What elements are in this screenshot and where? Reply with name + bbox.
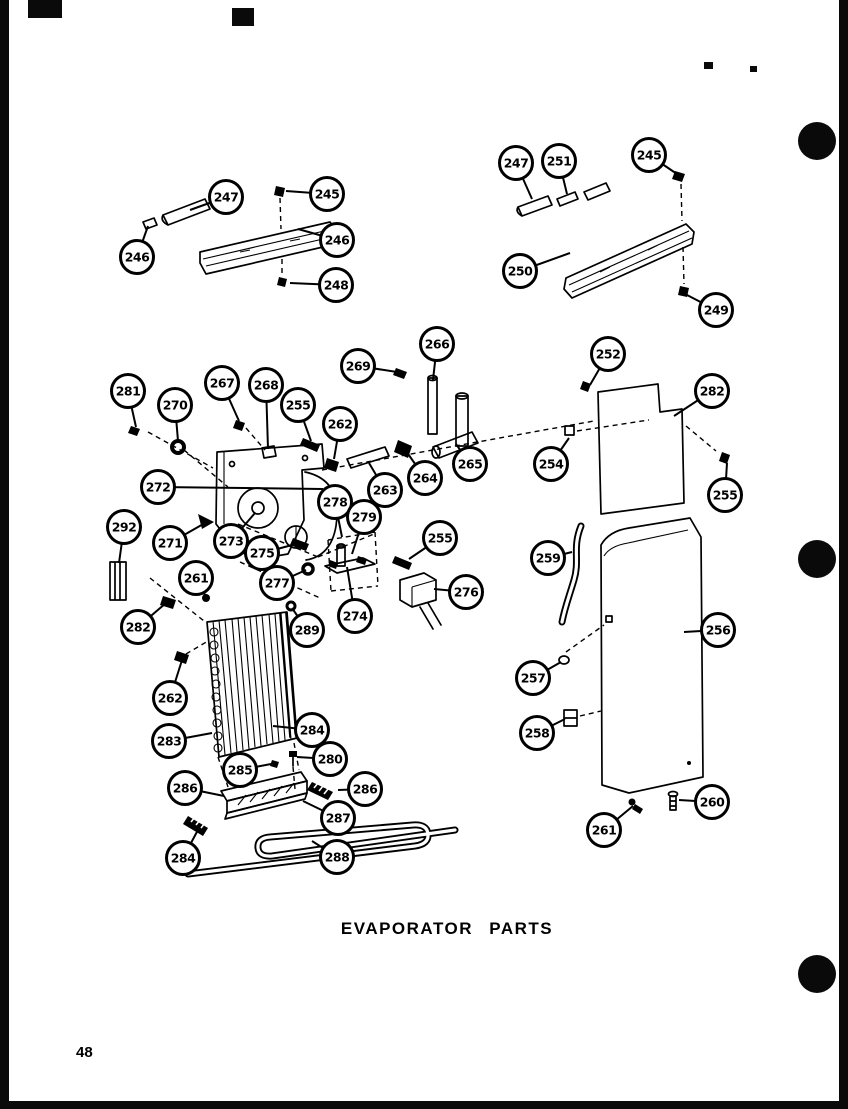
callout-number: 263 — [372, 482, 398, 498]
bracket-hole — [303, 456, 308, 461]
callout-number: 287 — [325, 810, 351, 826]
spring-part — [307, 782, 333, 800]
callout-number: 256 — [705, 622, 731, 638]
callout-256-50 — [684, 614, 735, 647]
callout-number: 269 — [345, 358, 371, 374]
callout-number: 265 — [457, 456, 483, 472]
drain-trough-lip — [225, 793, 307, 819]
callout-number: 245 — [636, 147, 662, 163]
tube-part — [456, 396, 468, 446]
page-title: EVAPORATOR PARTS — [340, 919, 554, 938]
dashed-line — [293, 767, 295, 789]
callout-277-26 — [261, 567, 307, 600]
callout-248-4 — [290, 269, 353, 302]
callout-number: 251 — [546, 153, 572, 169]
callout-number: 267 — [209, 375, 235, 391]
callout-number: 285 — [227, 762, 253, 778]
dashed-line — [566, 625, 604, 652]
callout-269-15 — [342, 350, 398, 383]
bushing-part — [143, 218, 157, 229]
callout-263-18 — [369, 463, 402, 507]
callout-252-45 — [590, 338, 625, 386]
dashed-line — [246, 428, 265, 450]
callout-number: 257 — [520, 670, 546, 686]
callout-246-0 — [121, 226, 154, 274]
callout-258-52 — [521, 717, 566, 750]
callout-250-8 — [504, 253, 571, 288]
callout-number: 278 — [322, 494, 348, 510]
callout-271-23 — [154, 523, 206, 560]
screw-part — [580, 381, 591, 392]
callout-282-28 — [122, 603, 167, 644]
panel-edge-line — [604, 530, 688, 556]
washer-part — [629, 799, 636, 806]
callout-number: 282 — [699, 383, 725, 399]
screw-part — [233, 420, 245, 431]
callout-number: 246 — [324, 232, 350, 248]
callout-247-1 — [190, 181, 243, 214]
evaporator-fins — [213, 613, 291, 755]
panel-hole — [687, 761, 691, 765]
callout-251-6 — [543, 145, 576, 195]
callout-number: 284 — [299, 722, 325, 738]
callout-number: 264 — [412, 470, 438, 486]
lower-panel-part — [601, 518, 703, 793]
callout-number: 288 — [324, 849, 350, 865]
callout-249-9 — [687, 294, 733, 327]
roller-pin-part — [517, 196, 552, 216]
callout-number: 268 — [253, 377, 279, 393]
dashed-line — [580, 711, 601, 716]
callout-number: 247 — [503, 155, 529, 171]
callout-265-20 — [454, 444, 487, 481]
panel-cluster — [559, 381, 730, 814]
callout-261-54 — [588, 806, 634, 847]
callout-270-11 — [159, 389, 192, 442]
callout-276-34 — [434, 576, 483, 609]
callout-number: 274 — [342, 608, 368, 624]
screw-part — [277, 277, 287, 287]
callout-257-51 — [517, 662, 562, 695]
callout-number: 261 — [183, 570, 209, 586]
callout-number: 275 — [249, 545, 275, 561]
callout-number: 277 — [264, 575, 290, 591]
screw-part — [719, 452, 730, 464]
dashed-line — [683, 247, 684, 284]
callout-number: 280 — [317, 751, 343, 767]
callout-number: 289 — [294, 622, 320, 638]
tube-part — [428, 378, 437, 434]
callout-number: 272 — [145, 479, 171, 495]
grommet-part — [172, 441, 184, 453]
sleeve-part — [557, 192, 578, 206]
callout-number: 270 — [162, 397, 188, 413]
callout-number: 284 — [170, 850, 196, 866]
callout-255-48 — [709, 463, 742, 512]
callout-number: 248 — [323, 277, 349, 293]
callout-number: 292 — [111, 519, 137, 535]
callout-292-22 — [108, 511, 141, 564]
callout-289-35 — [291, 608, 324, 647]
grille-clip-part — [110, 562, 126, 600]
callout-number: 271 — [157, 535, 183, 551]
upper-panel-part — [598, 384, 684, 514]
dashed-line — [681, 184, 682, 221]
callout-number: 273 — [218, 533, 244, 549]
callout-number: 258 — [524, 725, 550, 741]
callout-number: 260 — [699, 794, 725, 810]
callout-number: 282 — [125, 619, 151, 635]
callout-number: 266 — [424, 336, 450, 352]
callout-266-16 — [421, 328, 454, 381]
callout-number: 262 — [327, 416, 353, 432]
valve-fitting — [356, 556, 367, 565]
callout-281-10 — [112, 375, 145, 428]
callout-number: 255 — [285, 397, 311, 413]
dashed-line — [280, 198, 281, 229]
callout-245-7 — [633, 139, 678, 175]
rail-detail — [569, 231, 692, 292]
callout-267-12 — [206, 367, 240, 422]
callout-number: 262 — [157, 690, 183, 706]
callout-number: 261 — [591, 822, 617, 838]
clip-part — [564, 710, 577, 726]
callout-272-21 — [142, 471, 324, 504]
callout-254-47 — [535, 438, 570, 481]
callout-259-49 — [532, 542, 573, 575]
panel-slot — [606, 616, 612, 622]
shelf-rail-part — [200, 222, 338, 274]
screw-part — [393, 368, 407, 379]
callout-245-2 — [286, 178, 344, 211]
screw-part — [274, 186, 285, 197]
callout-283-36 — [153, 725, 213, 758]
callout-number: 252 — [595, 346, 621, 362]
callout-number: 283 — [156, 733, 182, 749]
callout-number: 255 — [427, 530, 453, 546]
page-number: 48 — [76, 1044, 93, 1061]
solenoid-part — [400, 573, 436, 607]
fan-opening — [238, 488, 278, 528]
callout-247-5 — [500, 147, 533, 200]
sleeve-part — [584, 183, 610, 200]
callout-number: 250 — [507, 263, 533, 279]
bolt-part — [270, 760, 279, 768]
callout-number: 254 — [538, 456, 564, 472]
callout-number: 259 — [535, 550, 561, 566]
roller-pin-part — [162, 199, 210, 225]
callout-number: 249 — [703, 302, 729, 318]
callout-number: 246 — [124, 249, 150, 265]
dashed-line — [686, 426, 716, 451]
callout-260-53 — [679, 786, 729, 819]
callout-280-39 — [297, 743, 347, 776]
callout-number: 286 — [352, 781, 378, 797]
solenoid-wires — [420, 603, 441, 629]
callout-262-29 — [154, 657, 187, 715]
screw-part — [632, 804, 643, 814]
callout-leader-line — [158, 487, 323, 489]
grommet-part — [303, 564, 313, 574]
callout-number: 281 — [115, 383, 141, 399]
callouts-layer — [108, 139, 742, 875]
callout-286-40 — [169, 772, 225, 805]
screw-part — [128, 426, 140, 436]
callout-262-17 — [324, 408, 357, 460]
callout-number: 276 — [453, 584, 479, 600]
screw-shaft — [670, 796, 676, 810]
screw-part — [289, 751, 297, 757]
dashed-line — [148, 432, 213, 468]
callout-number: 247 — [213, 189, 239, 205]
callout-number: 245 — [314, 186, 340, 202]
callout-255-14 — [282, 389, 315, 442]
callout-286-41 — [338, 773, 382, 806]
clip-part — [565, 426, 574, 435]
callout-282-46 — [674, 375, 729, 417]
callout-274-33 — [339, 567, 372, 633]
callout-287-42 — [303, 801, 355, 835]
callout-261-27 — [180, 562, 213, 598]
callout-255-32 — [409, 522, 457, 560]
callout-284-43 — [167, 828, 200, 875]
callout-number: 255 — [712, 487, 738, 503]
callout-number: 279 — [351, 509, 377, 525]
bracket-hole — [230, 462, 235, 467]
dashed-line — [186, 641, 208, 654]
grommet-part — [287, 602, 295, 610]
callout-number: 286 — [172, 780, 198, 796]
shelf-rail-right-assembly — [517, 171, 694, 298]
fan-hub — [252, 502, 264, 514]
